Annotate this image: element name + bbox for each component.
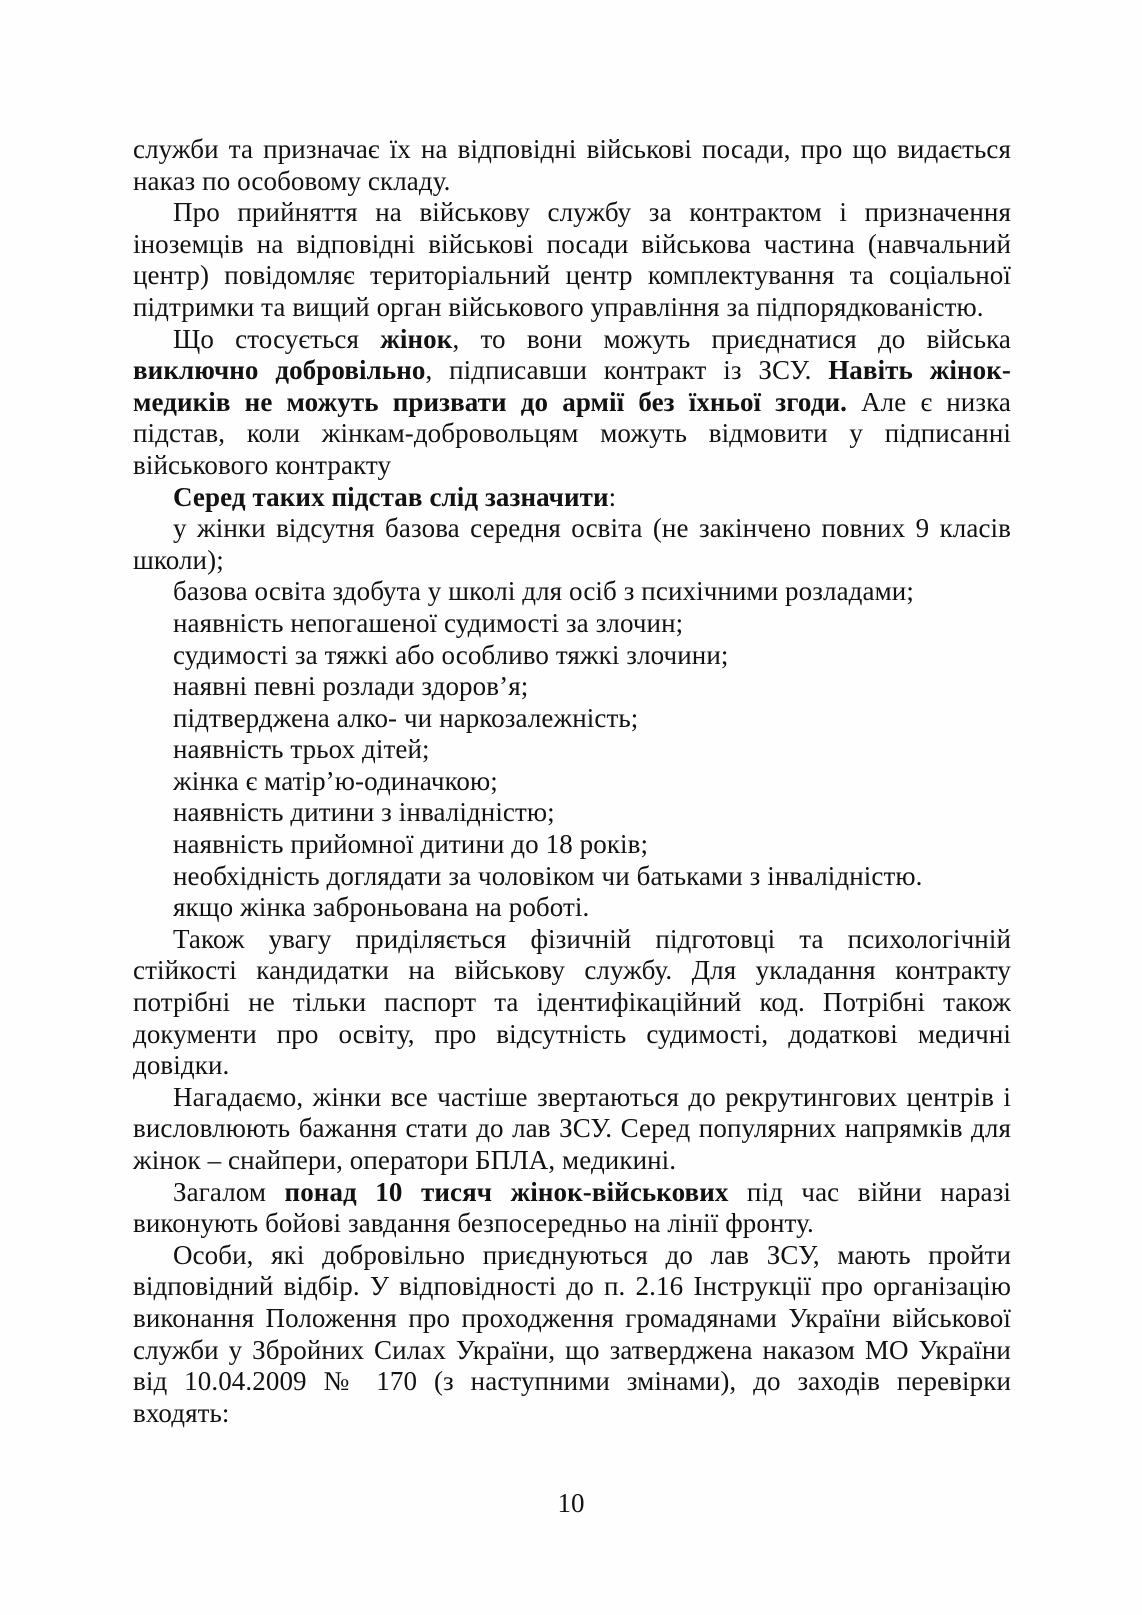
text-run: наявність дитини з інвалідністю;	[173, 797, 555, 828]
text-run: Нагадаємо, жінки все частіше звертаються до рекрутингових центрів і висловлюють бажання стати до лав ЗСУ. Серед популярних напрямків для жінок – снайпери, оператори БПЛА, медикині.	[133, 1081, 1011, 1175]
text-run: жінка є матір’ю-одиначкою;	[173, 765, 498, 796]
paragraph	[133, 861, 1011, 893]
paragraph	[133, 703, 1011, 735]
text-run: :	[608, 481, 617, 512]
paragraph	[133, 513, 1011, 576]
paragraph	[133, 134, 1011, 197]
document-body	[133, 134, 1011, 1429]
text-run-bold: Серед таких підстав слід зазначити	[173, 481, 609, 512]
text-run: , підписавши контракт із ЗСУ.	[425, 355, 829, 386]
text-run: необхідність доглядати за чоловіком чи батьками з інвалідністю.	[173, 860, 923, 891]
text-run-bold: виключно добровільно	[133, 355, 426, 386]
paragraph	[133, 640, 1011, 672]
paragraph	[133, 797, 1011, 829]
paragraph	[133, 1177, 1011, 1240]
text-run: підтверджена алко- чи наркозалежність;	[173, 702, 639, 733]
text-run: наявні певні розлади здоров’я;	[173, 671, 529, 702]
text-run: Особи, які добровільно приєднуються до лав ЗСУ, мають пройти відповідний відбір. У відповідності до п. 2.16 Інструкції про організацію виконання Положення про проходження громадянами України військової служби у Збройних Силах України, що затверджена наказом МО України від 10.04.2009 № 170 (з наступними змінами), до заходів перевірки входять:	[133, 1239, 1011, 1428]
text-run: наявність прийомної дитини до 18 років;	[173, 829, 649, 860]
text-run: судимості за тяжкі або особливо тяжкі злочини;	[173, 639, 729, 670]
text-run: наявність непогашеної судимості за злочин;	[173, 607, 684, 638]
paragraph	[133, 1082, 1011, 1177]
text-run: Але є низка підстав, коли жінкам-добровольцям можуть відмовити у підписанні військового контракту	[133, 386, 1011, 480]
text-run: Загалом	[173, 1176, 285, 1207]
paragraph	[133, 829, 1011, 861]
text-run: , то вони можуть приєднатися до війська	[452, 323, 1011, 354]
text-run-bold: Навіть жінок-медиків не можуть призвати до армії без їхньої згоди.	[133, 355, 1011, 417]
text-run: Про прийняття на військову службу за контрактом і призначення іноземців на відповідні військові посади військова частина (навчальний центр) повідомляє територіальний центр комплектування та соціальної підтримки та вищий орган військового управління за підпорядкованістю.	[133, 197, 1011, 322]
text-run: наявність трьох дітей;	[173, 734, 430, 765]
paragraph	[133, 766, 1011, 798]
text-run: Також увагу приділяється фізичній підготовці та психологічній стійкості кандидатки на військову службу. Для укладання контракту потрібні не тільки паспорт та ідентифікаційний код. Потрібні також документи про освіту, про відсутність судимості, додаткові медичні довідки.	[133, 923, 1011, 1081]
text-run: базова освіта здобута у школі для осіб з психічними розладами;	[173, 576, 914, 607]
paragraph	[133, 892, 1011, 924]
paragraph	[133, 671, 1011, 703]
paragraph	[133, 608, 1011, 640]
paragraph	[133, 576, 1011, 608]
paragraph	[133, 324, 1011, 482]
text-run-bold: жінок	[380, 323, 453, 354]
text-run: служби та призначає їх на відповідні військові посади, про що видається наказ по особовому складу.	[133, 134, 1011, 196]
text-run: у жінки відсутня базова середня освіта (не закінчено повних 9 класів школи);	[133, 513, 1011, 575]
text-run: Що стосується	[173, 323, 381, 354]
paragraph	[133, 197, 1011, 323]
text-run: якщо жінка заброньована на роботі.	[173, 892, 590, 923]
paragraph	[133, 734, 1011, 766]
paragraph	[133, 924, 1011, 1082]
paragraph	[133, 1240, 1011, 1430]
text-run-bold: понад 10 тисяч жінок-військових	[284, 1176, 729, 1207]
paragraph	[133, 482, 1011, 514]
text-run: під час війни наразі виконують бойові завдання безпосередньо на лінії фронту.	[133, 1176, 1011, 1239]
page-number: 10	[557, 1488, 585, 1518]
